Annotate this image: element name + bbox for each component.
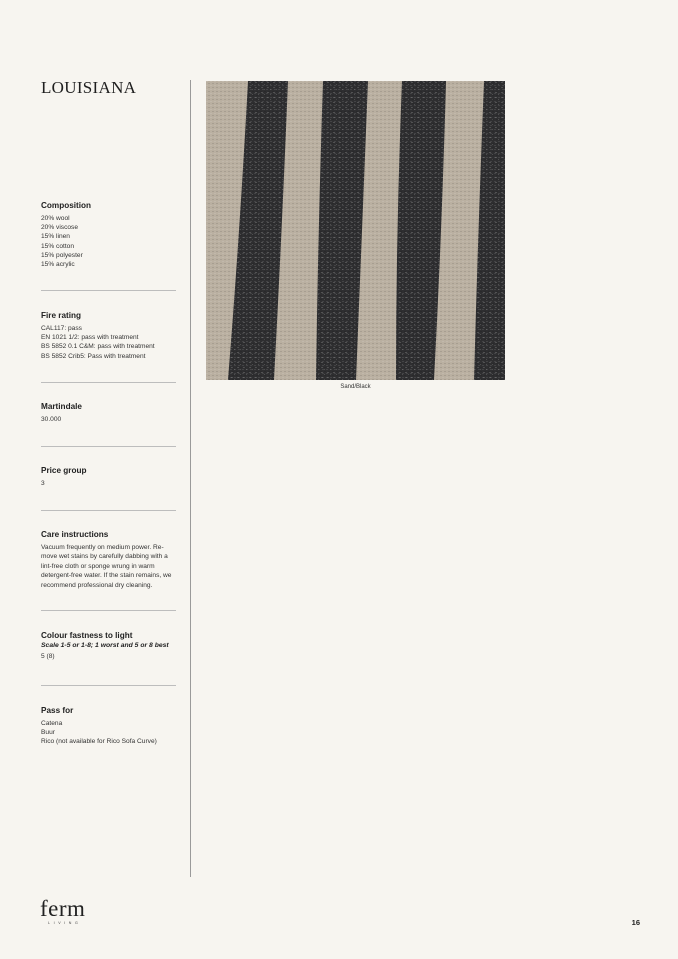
colour-fastness-scale: Scale 1-5 or 1-8; 1 worst and 5 or 8 best (41, 642, 169, 649)
fire-rating-line: CAL117: pass (41, 325, 82, 332)
martindale-heading: Martindale (41, 402, 82, 411)
composition-line: 20% wool (41, 215, 70, 222)
colour-fastness-value: 5 (8) (41, 653, 55, 660)
care-text: Vacuum frequently on medium power. Re-move wet stains by carefully dabbing with a lint-free cloth or sponge wrung in warm detergent-free water. If the stain remains, we recommend professional dry cleaning. (41, 544, 172, 589)
section-divider (41, 290, 176, 291)
fabric-swatch-image (206, 81, 505, 380)
price-group-heading: Price group (41, 466, 87, 475)
section-divider (41, 610, 176, 611)
pass-for-line: Rico (not available for Rico Sofa Curve) (41, 738, 157, 746)
pass-for-line: Buur (41, 729, 55, 737)
section-divider (41, 446, 176, 447)
vertical-divider (190, 80, 191, 877)
price-group-section (41, 466, 176, 488)
composition-line: 15% acrylic (41, 261, 75, 269)
pass-for-line: Catena (41, 720, 63, 727)
composition-heading: Composition (41, 201, 92, 210)
fire-rating-section (41, 311, 176, 361)
logo-wordmark: ferm (40, 896, 86, 921)
fire-rating-line: BS 5852 0.1 C&M: pass with treatment (41, 343, 155, 351)
composition-line: 15% polyester (41, 251, 83, 259)
colour-fastness-heading: Colour fastness to light (41, 631, 133, 640)
fire-rating-line: EN 1021 1/2: pass with treatment (41, 334, 139, 342)
martindale-value: 30.000 (41, 416, 62, 423)
pass-for-section (41, 706, 176, 747)
care-heading: Care instructions (41, 530, 109, 539)
martindale-section (41, 402, 176, 424)
composition-line: 15% cotton (41, 242, 74, 250)
price-group-value: 3 (41, 480, 45, 487)
fire-rating-heading: Fire rating (41, 311, 82, 320)
care-section (41, 530, 176, 590)
fire-rating-line: BS 5852 Crib5: Pass with treatment (41, 352, 146, 360)
pass-for-heading: Pass for (41, 706, 74, 715)
composition-section (41, 201, 176, 269)
ferm-living-logo (40, 898, 85, 925)
swatch-caption: Sand/Black (340, 384, 371, 390)
colour-fastness-section (41, 631, 176, 661)
section-divider (41, 510, 176, 511)
product-title: LOUISIANA (41, 78, 137, 97)
logo-subtitle: LIVING (48, 921, 82, 925)
composition-line: 15% linen (41, 233, 70, 241)
page-number: 16 (631, 918, 640, 927)
section-divider (41, 382, 176, 383)
composition-line: 20% viscose (41, 224, 79, 232)
section-divider (41, 685, 176, 686)
